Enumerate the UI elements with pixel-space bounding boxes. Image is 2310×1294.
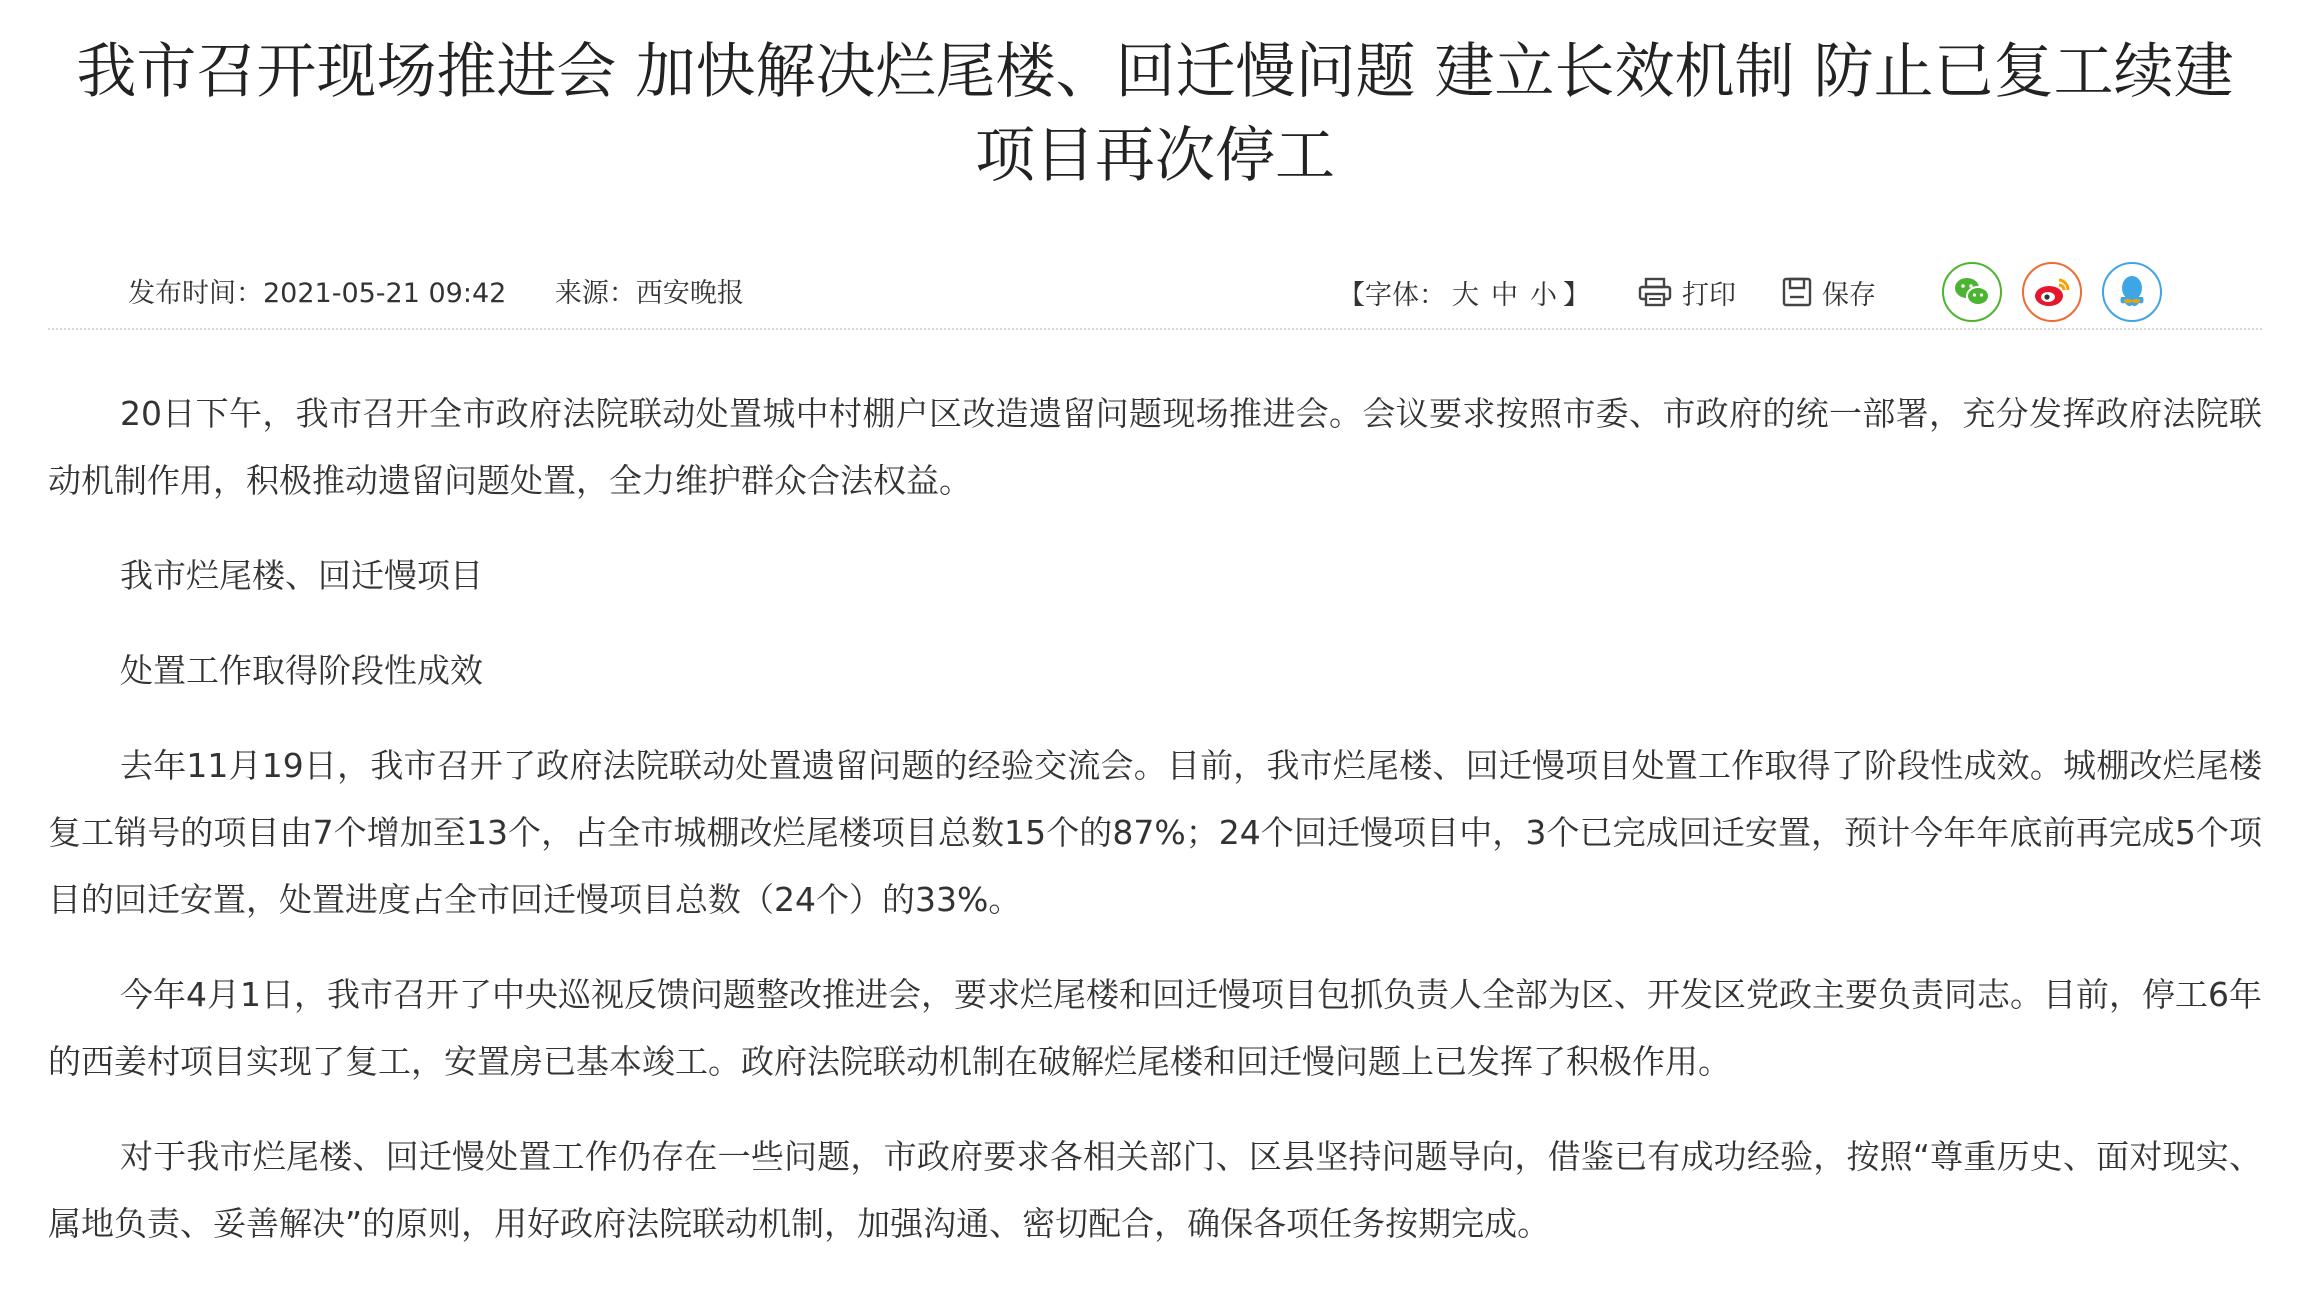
share-qq-button[interactable] [2102,262,2162,322]
article-meta [128,276,784,312]
font-size-control [1338,273,1590,312]
font-size-suffix: 】 [1563,279,1590,311]
article-toolbar [1338,262,2162,322]
printer-icon [1638,277,1672,307]
article-title: 我市召开现场推进会 加快解决烂尾楼、回迁慢问题 建立长效机制 防止已复工续建项目再次停工 [76,37,2234,191]
qq-icon [2117,275,2147,309]
share-weibo-button[interactable] [2022,262,2082,322]
article-body [48,380,2262,1285]
save-button[interactable] [1782,273,1876,312]
wechat-icon [1953,276,1991,308]
print-label: 打印 [1682,279,1736,311]
meta-bar [48,268,2262,330]
subheading-line-2: 处置工作取得阶段性成效 [120,651,483,690]
subheading-line-1: 我市烂尾楼、回迁慢项目 [120,556,483,595]
font-size-small-button[interactable]: 小 [1530,279,1557,311]
font-size-medium-button[interactable]: 中 [1491,279,1518,311]
weibo-icon [2033,276,2071,308]
article-source: 来源：西安晚报 [554,278,744,309]
font-size-prefix: 【字体： [1338,279,1446,311]
paragraph: 去年11月19日，我市召开了政府法院联动处置遗留问题的经验交流会。目前，我市烂尾楼、回迁慢项目处置工作取得了阶段性成效。城棚改烂尾楼复工销号的项目由7个增加至13个，占全市城棚改烂尾楼项目总数15个的87%；24个回迁慢项目中，3个已完成回迁安置，预计今年年底前再完成5个项目的回迁安置，处置进度占全市回迁慢项目总数（24个）的33%。 [48,746,2262,919]
save-icon [1782,277,1812,307]
font-size-large-button[interactable]: 大 [1452,279,1479,311]
paragraph: 20日下午，我市召开全市政府法院联动处置城中村棚户区改造遗留问题现场推进会。会议要求按照市委、市政府的统一部署，充分发挥政府法院联动机制作用，积极推动遗留问题处置，全力维护群众合法权益。 [48,394,2262,500]
share-buttons [1922,262,2162,322]
share-wechat-button[interactable] [1942,262,2002,322]
print-button[interactable] [1638,273,1736,312]
publish-time: 发布时间：2021-05-21 09:42 [128,278,507,309]
paragraph: 今年4月1日，我市召开了中央巡视反馈问题整改推进会，要求烂尾楼和回迁慢项目包抓负责人全部为区、开发区党政主要负责同志。目前，停工6年的西姜村项目实现了复工，安置房已基本竣工。政府法院联动机制在破解烂尾楼和回迁慢问题上已发挥了积极作用。 [48,975,2262,1081]
paragraph: 对于我市烂尾楼、回迁慢处置工作仍存在一些问题，市政府要求各相关部门、区县坚持问题导向，借鉴已有成功经验，按照“尊重历史、面对现实、属地负责、妥善解决”的原则，用好政府法院联动机制，加强沟通、密切配合，确保各项任务按期完成。 [48,1137,2262,1243]
save-label: 保存 [1822,279,1876,311]
